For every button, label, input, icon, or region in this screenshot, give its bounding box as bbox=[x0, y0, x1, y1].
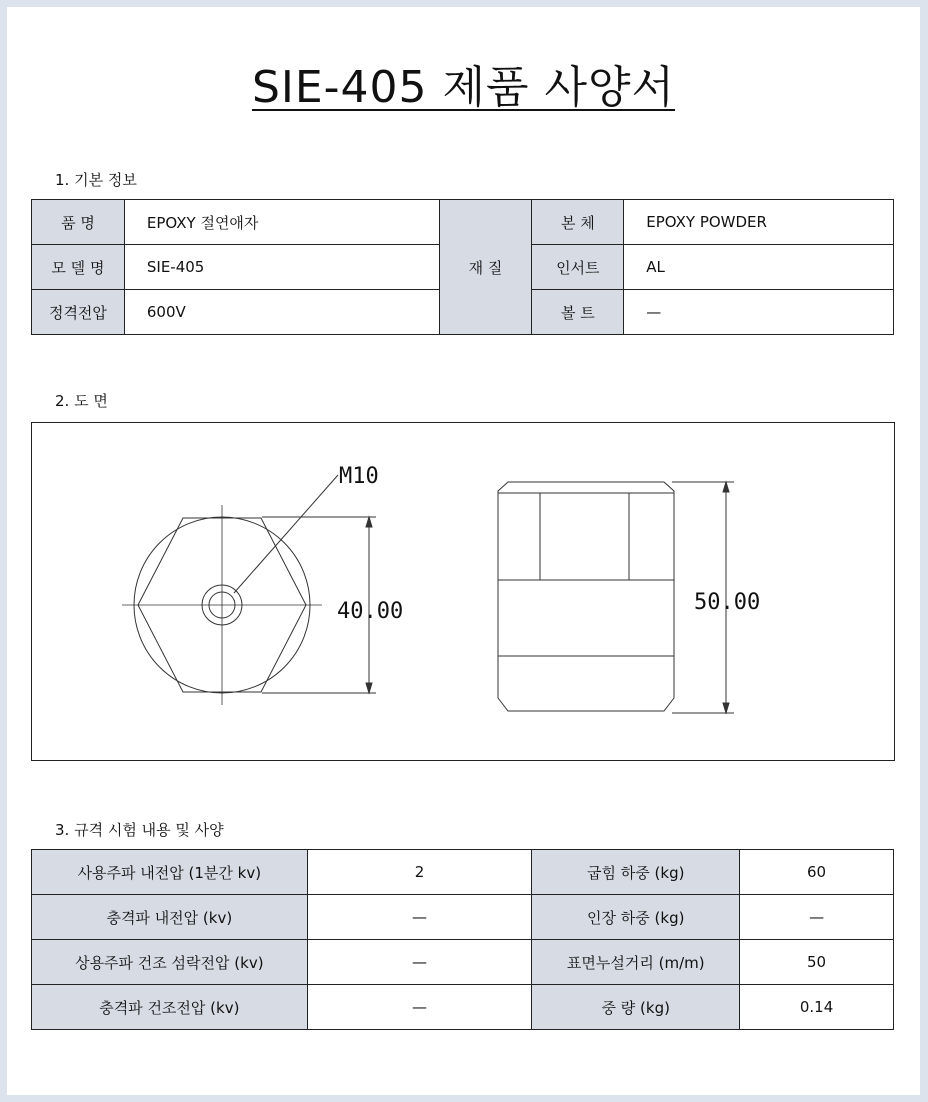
spec-label: 충격파 건조전압 (kv) bbox=[32, 985, 308, 1030]
spec-value: 0.14 bbox=[740, 985, 894, 1030]
spec-value: — bbox=[307, 985, 532, 1030]
label-product-name: 품 명 bbox=[32, 200, 125, 245]
label-bolt: 볼 트 bbox=[532, 290, 624, 335]
value-body: EPOXY POWDER bbox=[624, 200, 894, 245]
label-model-name: 모 델 명 bbox=[32, 245, 125, 290]
thread-size-label: M10 bbox=[339, 464, 379, 489]
table-row bbox=[32, 985, 894, 1030]
spec-value: — bbox=[307, 940, 532, 985]
value-rated-voltage: 600V bbox=[124, 290, 439, 335]
technical-drawing bbox=[31, 422, 895, 761]
value-insert: AL bbox=[624, 245, 894, 290]
section-basic-info-heading: 1. 기본 정보 bbox=[55, 171, 137, 189]
height-dimension-label: 50.00 bbox=[694, 590, 761, 615]
spec-value: — bbox=[307, 895, 532, 940]
spec-label: 굽힘 하중 (kg) bbox=[532, 850, 740, 895]
spec-label: 충격파 내전압 (kv) bbox=[32, 895, 308, 940]
spec-value: 60 bbox=[740, 850, 894, 895]
table-row bbox=[32, 895, 894, 940]
spec-value: 2 bbox=[307, 850, 532, 895]
spec-value: 50 bbox=[740, 940, 894, 985]
side-body-shape bbox=[498, 482, 674, 711]
table-row bbox=[32, 940, 894, 985]
spec-label: 사용주파 내전압 (1분간 kv) bbox=[32, 850, 308, 895]
label-body: 본 체 bbox=[532, 200, 624, 245]
spec-label: 표면누설거리 (m/m) bbox=[532, 940, 740, 985]
table-row bbox=[32, 200, 894, 245]
label-insert: 인서트 bbox=[532, 245, 624, 290]
spec-table bbox=[31, 849, 894, 1030]
spec-value: — bbox=[740, 895, 894, 940]
diameter-dimension-label: 40.00 bbox=[337, 599, 404, 624]
table-row bbox=[32, 850, 894, 895]
label-rated-voltage: 정격전압 bbox=[32, 290, 125, 335]
spec-label: 인장 하중 (kg) bbox=[532, 895, 740, 940]
document-title: SIE-405 제품 사양서 bbox=[251, 62, 676, 113]
spec-sheet bbox=[7, 7, 920, 1095]
value-product-name: EPOXY 절연애자 bbox=[124, 200, 439, 245]
drawing-canvas bbox=[32, 423, 894, 760]
value-bolt: — bbox=[624, 290, 894, 335]
spec-label: 상용주파 건조 섬락전압 (kv) bbox=[32, 940, 308, 985]
section-spec-heading: 3. 규격 시험 내용 및 사양 bbox=[55, 821, 224, 839]
section-drawing-heading: 2. 도 면 bbox=[55, 392, 108, 410]
value-model-name: SIE-405 bbox=[124, 245, 439, 290]
label-material: 재 질 bbox=[439, 200, 532, 335]
spec-label: 중 량 (kg) bbox=[532, 985, 740, 1030]
basic-info-table bbox=[31, 199, 894, 335]
